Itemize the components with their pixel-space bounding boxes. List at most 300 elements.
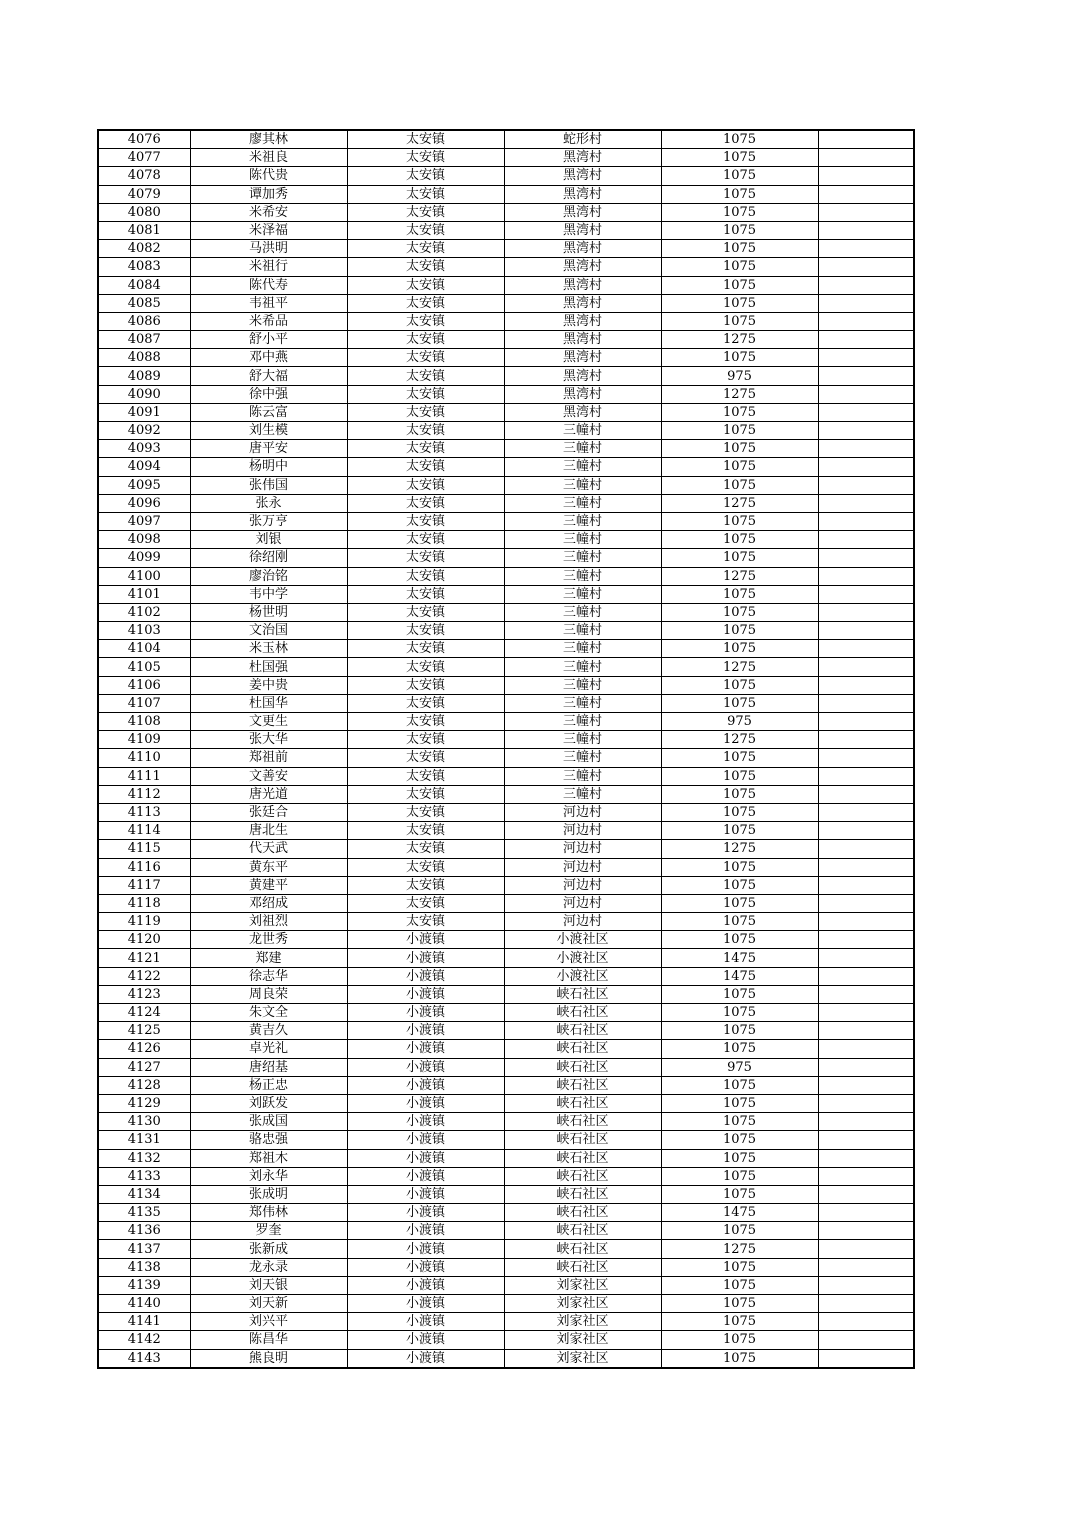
village-cell: 峡石社区 bbox=[504, 1076, 661, 1094]
table-row bbox=[98, 585, 914, 603]
town-cell: 太安镇 bbox=[347, 585, 504, 603]
town-cell: 太安镇 bbox=[347, 130, 504, 149]
amount-cell: 1275 bbox=[661, 567, 818, 585]
remarks-cell bbox=[818, 931, 914, 949]
remarks-cell bbox=[818, 494, 914, 512]
name-cell: 龙世秀 bbox=[190, 931, 347, 949]
table-row bbox=[98, 349, 914, 367]
town-cell: 太安镇 bbox=[347, 785, 504, 803]
table-row bbox=[98, 1167, 914, 1185]
village-cell: 三幢村 bbox=[504, 567, 661, 585]
serial-number-cell: 4093 bbox=[98, 440, 190, 458]
serial-number-cell: 4112 bbox=[98, 785, 190, 803]
remarks-cell bbox=[818, 1222, 914, 1240]
serial-number-cell: 4141 bbox=[98, 1313, 190, 1331]
remarks-cell bbox=[818, 167, 914, 185]
serial-number-cell: 4113 bbox=[98, 803, 190, 821]
town-cell: 小渡镇 bbox=[347, 1094, 504, 1112]
village-cell: 三幢村 bbox=[504, 458, 661, 476]
name-cell: 韦祖平 bbox=[190, 294, 347, 312]
name-cell: 张万亨 bbox=[190, 512, 347, 530]
town-cell: 小渡镇 bbox=[347, 1131, 504, 1149]
serial-number-cell: 4080 bbox=[98, 203, 190, 221]
serial-number-cell: 4123 bbox=[98, 985, 190, 1003]
town-cell: 太安镇 bbox=[347, 531, 504, 549]
town-cell: 太安镇 bbox=[347, 803, 504, 821]
amount-cell: 1075 bbox=[661, 1185, 818, 1203]
amount-cell: 1075 bbox=[661, 694, 818, 712]
town-cell: 太安镇 bbox=[347, 422, 504, 440]
remarks-cell bbox=[818, 894, 914, 912]
remarks-cell bbox=[818, 1076, 914, 1094]
serial-number-cell: 4102 bbox=[98, 603, 190, 621]
table-row bbox=[98, 840, 914, 858]
amount-cell: 1075 bbox=[661, 603, 818, 621]
serial-number-cell: 4120 bbox=[98, 931, 190, 949]
amount-cell: 1475 bbox=[661, 967, 818, 985]
remarks-cell bbox=[818, 585, 914, 603]
amount-cell: 1075 bbox=[661, 130, 818, 149]
serial-number-cell: 4076 bbox=[98, 130, 190, 149]
town-cell: 太安镇 bbox=[347, 349, 504, 367]
town-cell: 太安镇 bbox=[347, 440, 504, 458]
name-cell: 罗奎 bbox=[190, 1222, 347, 1240]
serial-number-cell: 4106 bbox=[98, 676, 190, 694]
town-cell: 太安镇 bbox=[347, 749, 504, 767]
village-cell: 黑湾村 bbox=[504, 276, 661, 294]
name-cell: 郑祖木 bbox=[190, 1149, 347, 1167]
remarks-cell bbox=[818, 1204, 914, 1222]
table-row bbox=[98, 640, 914, 658]
village-cell: 峡石社区 bbox=[504, 1149, 661, 1167]
table-row bbox=[98, 785, 914, 803]
amount-cell: 1075 bbox=[661, 676, 818, 694]
amount-cell: 1075 bbox=[661, 1076, 818, 1094]
table-body bbox=[98, 130, 914, 1368]
serial-number-cell: 4094 bbox=[98, 458, 190, 476]
table-row bbox=[98, 603, 914, 621]
village-cell: 河边村 bbox=[504, 894, 661, 912]
name-cell: 邓中燕 bbox=[190, 349, 347, 367]
remarks-cell bbox=[818, 476, 914, 494]
remarks-cell bbox=[818, 1295, 914, 1313]
remarks-cell bbox=[818, 221, 914, 239]
remarks-cell bbox=[818, 803, 914, 821]
serial-number-cell: 4089 bbox=[98, 367, 190, 385]
village-cell: 三幢村 bbox=[504, 713, 661, 731]
table-row bbox=[98, 622, 914, 640]
village-cell: 峡石社区 bbox=[504, 1094, 661, 1112]
town-cell: 太安镇 bbox=[347, 512, 504, 530]
name-cell: 杜国强 bbox=[190, 658, 347, 676]
table-row bbox=[98, 567, 914, 585]
amount-cell: 1075 bbox=[661, 476, 818, 494]
village-cell: 河边村 bbox=[504, 822, 661, 840]
table-row bbox=[98, 294, 914, 312]
village-cell: 蛇形村 bbox=[504, 130, 661, 149]
amount-cell: 1075 bbox=[661, 767, 818, 785]
name-cell: 杜国华 bbox=[190, 694, 347, 712]
town-cell: 小渡镇 bbox=[347, 1331, 504, 1349]
village-cell: 峡石社区 bbox=[504, 1022, 661, 1040]
town-cell: 太安镇 bbox=[347, 476, 504, 494]
town-cell: 太安镇 bbox=[347, 294, 504, 312]
serial-number-cell: 4127 bbox=[98, 1058, 190, 1076]
name-cell: 米玉林 bbox=[190, 640, 347, 658]
village-cell: 黑湾村 bbox=[504, 349, 661, 367]
remarks-cell bbox=[818, 640, 914, 658]
amount-cell: 1075 bbox=[661, 294, 818, 312]
serial-number-cell: 4077 bbox=[98, 149, 190, 167]
amount-cell: 1075 bbox=[661, 221, 818, 239]
name-cell: 龙永录 bbox=[190, 1258, 347, 1276]
name-cell: 刘跃发 bbox=[190, 1094, 347, 1112]
remarks-cell bbox=[818, 1313, 914, 1331]
remarks-cell bbox=[818, 876, 914, 894]
village-cell: 黑湾村 bbox=[504, 294, 661, 312]
town-cell: 小渡镇 bbox=[347, 1295, 504, 1313]
remarks-cell bbox=[818, 1276, 914, 1294]
serial-number-cell: 4128 bbox=[98, 1076, 190, 1094]
table-row bbox=[98, 476, 914, 494]
village-cell: 刘家社区 bbox=[504, 1313, 661, 1331]
amount-cell: 1075 bbox=[661, 876, 818, 894]
amount-cell: 1075 bbox=[661, 167, 818, 185]
remarks-cell bbox=[818, 258, 914, 276]
name-cell: 舒小平 bbox=[190, 331, 347, 349]
name-cell: 姜中贵 bbox=[190, 676, 347, 694]
table-row bbox=[98, 185, 914, 203]
town-cell: 太安镇 bbox=[347, 549, 504, 567]
serial-number-cell: 4098 bbox=[98, 531, 190, 549]
table-row bbox=[98, 494, 914, 512]
town-cell: 太安镇 bbox=[347, 312, 504, 330]
name-cell: 骆忠强 bbox=[190, 1131, 347, 1149]
serial-number-cell: 4088 bbox=[98, 349, 190, 367]
amount-cell: 1075 bbox=[661, 185, 818, 203]
town-cell: 太安镇 bbox=[347, 458, 504, 476]
table-row bbox=[98, 1058, 914, 1076]
table-row bbox=[98, 913, 914, 931]
village-cell: 黑湾村 bbox=[504, 312, 661, 330]
village-cell: 峡石社区 bbox=[504, 1004, 661, 1022]
name-cell: 陈代寿 bbox=[190, 276, 347, 294]
village-cell: 河边村 bbox=[504, 803, 661, 821]
remarks-cell bbox=[818, 1258, 914, 1276]
village-cell: 小渡社区 bbox=[504, 967, 661, 985]
village-cell: 刘家社区 bbox=[504, 1295, 661, 1313]
amount-cell: 1075 bbox=[661, 1004, 818, 1022]
serial-number-cell: 4118 bbox=[98, 894, 190, 912]
village-cell: 三幢村 bbox=[504, 494, 661, 512]
serial-number-cell: 4124 bbox=[98, 1004, 190, 1022]
town-cell: 太安镇 bbox=[347, 185, 504, 203]
table-row bbox=[98, 1240, 914, 1258]
remarks-cell bbox=[818, 312, 914, 330]
serial-number-cell: 4140 bbox=[98, 1295, 190, 1313]
village-cell: 峡石社区 bbox=[504, 1258, 661, 1276]
serial-number-cell: 4101 bbox=[98, 585, 190, 603]
name-cell: 廖其林 bbox=[190, 130, 347, 149]
name-cell: 代天武 bbox=[190, 840, 347, 858]
remarks-cell bbox=[818, 130, 914, 149]
table-row bbox=[98, 876, 914, 894]
name-cell: 周良荣 bbox=[190, 985, 347, 1003]
village-cell: 刘家社区 bbox=[504, 1349, 661, 1368]
village-cell: 峡石社区 bbox=[504, 1185, 661, 1203]
name-cell: 黄建平 bbox=[190, 876, 347, 894]
table-row bbox=[98, 694, 914, 712]
village-cell: 三幢村 bbox=[504, 512, 661, 530]
name-cell: 杨正忠 bbox=[190, 1076, 347, 1094]
amount-cell: 1075 bbox=[661, 749, 818, 767]
amount-cell: 1075 bbox=[661, 1331, 818, 1349]
remarks-cell bbox=[818, 1131, 914, 1149]
remarks-cell bbox=[818, 749, 914, 767]
village-cell: 黑湾村 bbox=[504, 203, 661, 221]
table-row bbox=[98, 312, 914, 330]
name-cell: 杨明中 bbox=[190, 458, 347, 476]
town-cell: 小渡镇 bbox=[347, 1004, 504, 1022]
name-cell: 米希安 bbox=[190, 203, 347, 221]
table-row bbox=[98, 1131, 914, 1149]
remarks-cell bbox=[818, 422, 914, 440]
remarks-cell bbox=[818, 840, 914, 858]
amount-cell: 1075 bbox=[661, 1131, 818, 1149]
amount-cell: 1275 bbox=[661, 658, 818, 676]
town-cell: 太安镇 bbox=[347, 203, 504, 221]
serial-number-cell: 4125 bbox=[98, 1022, 190, 1040]
village-cell: 三幢村 bbox=[504, 658, 661, 676]
serial-number-cell: 4143 bbox=[98, 1349, 190, 1368]
name-cell: 张永 bbox=[190, 494, 347, 512]
name-cell: 郑建 bbox=[190, 949, 347, 967]
name-cell: 刘银 bbox=[190, 531, 347, 549]
table-row bbox=[98, 931, 914, 949]
name-cell: 朱文全 bbox=[190, 1004, 347, 1022]
village-cell: 峡石社区 bbox=[504, 1222, 661, 1240]
serial-number-cell: 4090 bbox=[98, 385, 190, 403]
table-row bbox=[98, 531, 914, 549]
remarks-cell bbox=[818, 185, 914, 203]
remarks-cell bbox=[818, 1113, 914, 1131]
spreadsheet-page bbox=[97, 129, 915, 1369]
town-cell: 小渡镇 bbox=[347, 1349, 504, 1368]
serial-number-cell: 4137 bbox=[98, 1240, 190, 1258]
name-cell: 陈云富 bbox=[190, 403, 347, 421]
serial-number-cell: 4142 bbox=[98, 1331, 190, 1349]
town-cell: 小渡镇 bbox=[347, 1222, 504, 1240]
village-cell: 刘家社区 bbox=[504, 1331, 661, 1349]
serial-number-cell: 4115 bbox=[98, 840, 190, 858]
amount-cell: 1075 bbox=[661, 1222, 818, 1240]
amount-cell: 1075 bbox=[661, 785, 818, 803]
serial-number-cell: 4117 bbox=[98, 876, 190, 894]
amount-cell: 1075 bbox=[661, 276, 818, 294]
table-row bbox=[98, 258, 914, 276]
table-row bbox=[98, 403, 914, 421]
amount-cell: 1075 bbox=[661, 403, 818, 421]
name-cell: 徐绍刚 bbox=[190, 549, 347, 567]
town-cell: 小渡镇 bbox=[347, 949, 504, 967]
remarks-cell bbox=[818, 367, 914, 385]
name-cell: 唐绍基 bbox=[190, 1058, 347, 1076]
table-row bbox=[98, 858, 914, 876]
remarks-cell bbox=[818, 713, 914, 731]
amount-cell: 1075 bbox=[661, 1313, 818, 1331]
amount-cell: 1075 bbox=[661, 931, 818, 949]
name-cell: 陈代贵 bbox=[190, 167, 347, 185]
remarks-cell bbox=[818, 785, 914, 803]
remarks-cell bbox=[818, 603, 914, 621]
serial-number-cell: 4092 bbox=[98, 422, 190, 440]
name-cell: 米泽福 bbox=[190, 221, 347, 239]
village-cell: 黑湾村 bbox=[504, 221, 661, 239]
table-row bbox=[98, 385, 914, 403]
village-cell: 三幢村 bbox=[504, 476, 661, 494]
table-row bbox=[98, 767, 914, 785]
town-cell: 小渡镇 bbox=[347, 1313, 504, 1331]
table-row bbox=[98, 1349, 914, 1368]
table-row bbox=[98, 1094, 914, 1112]
table-row bbox=[98, 822, 914, 840]
table-row bbox=[98, 1040, 914, 1058]
amount-cell: 1075 bbox=[661, 1349, 818, 1368]
amount-cell: 1475 bbox=[661, 1204, 818, 1222]
remarks-cell bbox=[818, 203, 914, 221]
town-cell: 小渡镇 bbox=[347, 985, 504, 1003]
serial-number-cell: 4081 bbox=[98, 221, 190, 239]
town-cell: 太安镇 bbox=[347, 622, 504, 640]
remarks-cell bbox=[818, 1022, 914, 1040]
village-cell: 峡石社区 bbox=[504, 1040, 661, 1058]
table-row bbox=[98, 1076, 914, 1094]
remarks-cell bbox=[818, 1040, 914, 1058]
remarks-cell bbox=[818, 622, 914, 640]
amount-cell: 1075 bbox=[661, 894, 818, 912]
amount-cell: 1275 bbox=[661, 385, 818, 403]
amount-cell: 1075 bbox=[661, 858, 818, 876]
table-row bbox=[98, 1149, 914, 1167]
name-cell: 张伟国 bbox=[190, 476, 347, 494]
name-cell: 米祖良 bbox=[190, 149, 347, 167]
remarks-cell bbox=[818, 240, 914, 258]
remarks-cell bbox=[818, 985, 914, 1003]
table-row bbox=[98, 167, 914, 185]
remarks-cell bbox=[818, 967, 914, 985]
remarks-cell bbox=[818, 1240, 914, 1258]
town-cell: 太安镇 bbox=[347, 894, 504, 912]
amount-cell: 1075 bbox=[661, 640, 818, 658]
name-cell: 舒大福 bbox=[190, 367, 347, 385]
table-row bbox=[98, 1222, 914, 1240]
village-cell: 河边村 bbox=[504, 858, 661, 876]
name-cell: 张新成 bbox=[190, 1240, 347, 1258]
town-cell: 太安镇 bbox=[347, 331, 504, 349]
town-cell: 太安镇 bbox=[347, 276, 504, 294]
data-table bbox=[97, 129, 915, 1369]
amount-cell: 1075 bbox=[661, 549, 818, 567]
remarks-cell bbox=[818, 658, 914, 676]
remarks-cell bbox=[818, 1004, 914, 1022]
name-cell: 黄东平 bbox=[190, 858, 347, 876]
serial-number-cell: 4133 bbox=[98, 1167, 190, 1185]
name-cell: 邓绍成 bbox=[190, 894, 347, 912]
village-cell: 三幢村 bbox=[504, 731, 661, 749]
name-cell: 文治国 bbox=[190, 622, 347, 640]
serial-number-cell: 4121 bbox=[98, 949, 190, 967]
serial-number-cell: 4097 bbox=[98, 512, 190, 530]
table-row bbox=[98, 549, 914, 567]
name-cell: 郑伟林 bbox=[190, 1204, 347, 1222]
table-row bbox=[98, 422, 914, 440]
serial-number-cell: 4082 bbox=[98, 240, 190, 258]
serial-number-cell: 4095 bbox=[98, 476, 190, 494]
town-cell: 太安镇 bbox=[347, 876, 504, 894]
town-cell: 小渡镇 bbox=[347, 1185, 504, 1203]
town-cell: 太安镇 bbox=[347, 822, 504, 840]
table-row bbox=[98, 967, 914, 985]
table-row bbox=[98, 658, 914, 676]
amount-cell: 1075 bbox=[661, 1149, 818, 1167]
village-cell: 黑湾村 bbox=[504, 185, 661, 203]
remarks-cell bbox=[818, 694, 914, 712]
remarks-cell bbox=[818, 1185, 914, 1203]
amount-cell: 1075 bbox=[661, 1040, 818, 1058]
table-row bbox=[98, 512, 914, 530]
serial-number-cell: 4122 bbox=[98, 967, 190, 985]
remarks-cell bbox=[818, 1331, 914, 1349]
amount-cell: 975 bbox=[661, 1058, 818, 1076]
village-cell: 三幢村 bbox=[504, 585, 661, 603]
table-row bbox=[98, 949, 914, 967]
serial-number-cell: 4129 bbox=[98, 1094, 190, 1112]
serial-number-cell: 4087 bbox=[98, 331, 190, 349]
name-cell: 卓光礼 bbox=[190, 1040, 347, 1058]
serial-number-cell: 4111 bbox=[98, 767, 190, 785]
town-cell: 小渡镇 bbox=[347, 1022, 504, 1040]
town-cell: 太安镇 bbox=[347, 149, 504, 167]
table-row bbox=[98, 749, 914, 767]
town-cell: 小渡镇 bbox=[347, 1040, 504, 1058]
town-cell: 太安镇 bbox=[347, 258, 504, 276]
town-cell: 小渡镇 bbox=[347, 1149, 504, 1167]
name-cell: 徐志华 bbox=[190, 967, 347, 985]
village-cell: 三幢村 bbox=[504, 676, 661, 694]
table-row bbox=[98, 1276, 914, 1294]
village-cell: 河边村 bbox=[504, 840, 661, 858]
table-row bbox=[98, 1113, 914, 1131]
name-cell: 刘兴平 bbox=[190, 1313, 347, 1331]
name-cell: 刘天新 bbox=[190, 1295, 347, 1313]
name-cell: 谭加秀 bbox=[190, 185, 347, 203]
village-cell: 黑湾村 bbox=[504, 367, 661, 385]
village-cell: 三幢村 bbox=[504, 422, 661, 440]
village-cell: 河边村 bbox=[504, 913, 661, 931]
amount-cell: 1075 bbox=[661, 422, 818, 440]
serial-number-cell: 4078 bbox=[98, 167, 190, 185]
name-cell: 张成国 bbox=[190, 1113, 347, 1131]
table-row bbox=[98, 731, 914, 749]
village-cell: 三幢村 bbox=[504, 749, 661, 767]
amount-cell: 1075 bbox=[661, 1022, 818, 1040]
village-cell: 峡石社区 bbox=[504, 1167, 661, 1185]
table-row bbox=[98, 985, 914, 1003]
name-cell: 张大华 bbox=[190, 731, 347, 749]
remarks-cell bbox=[818, 276, 914, 294]
amount-cell: 1075 bbox=[661, 985, 818, 1003]
remarks-cell bbox=[818, 1167, 914, 1185]
